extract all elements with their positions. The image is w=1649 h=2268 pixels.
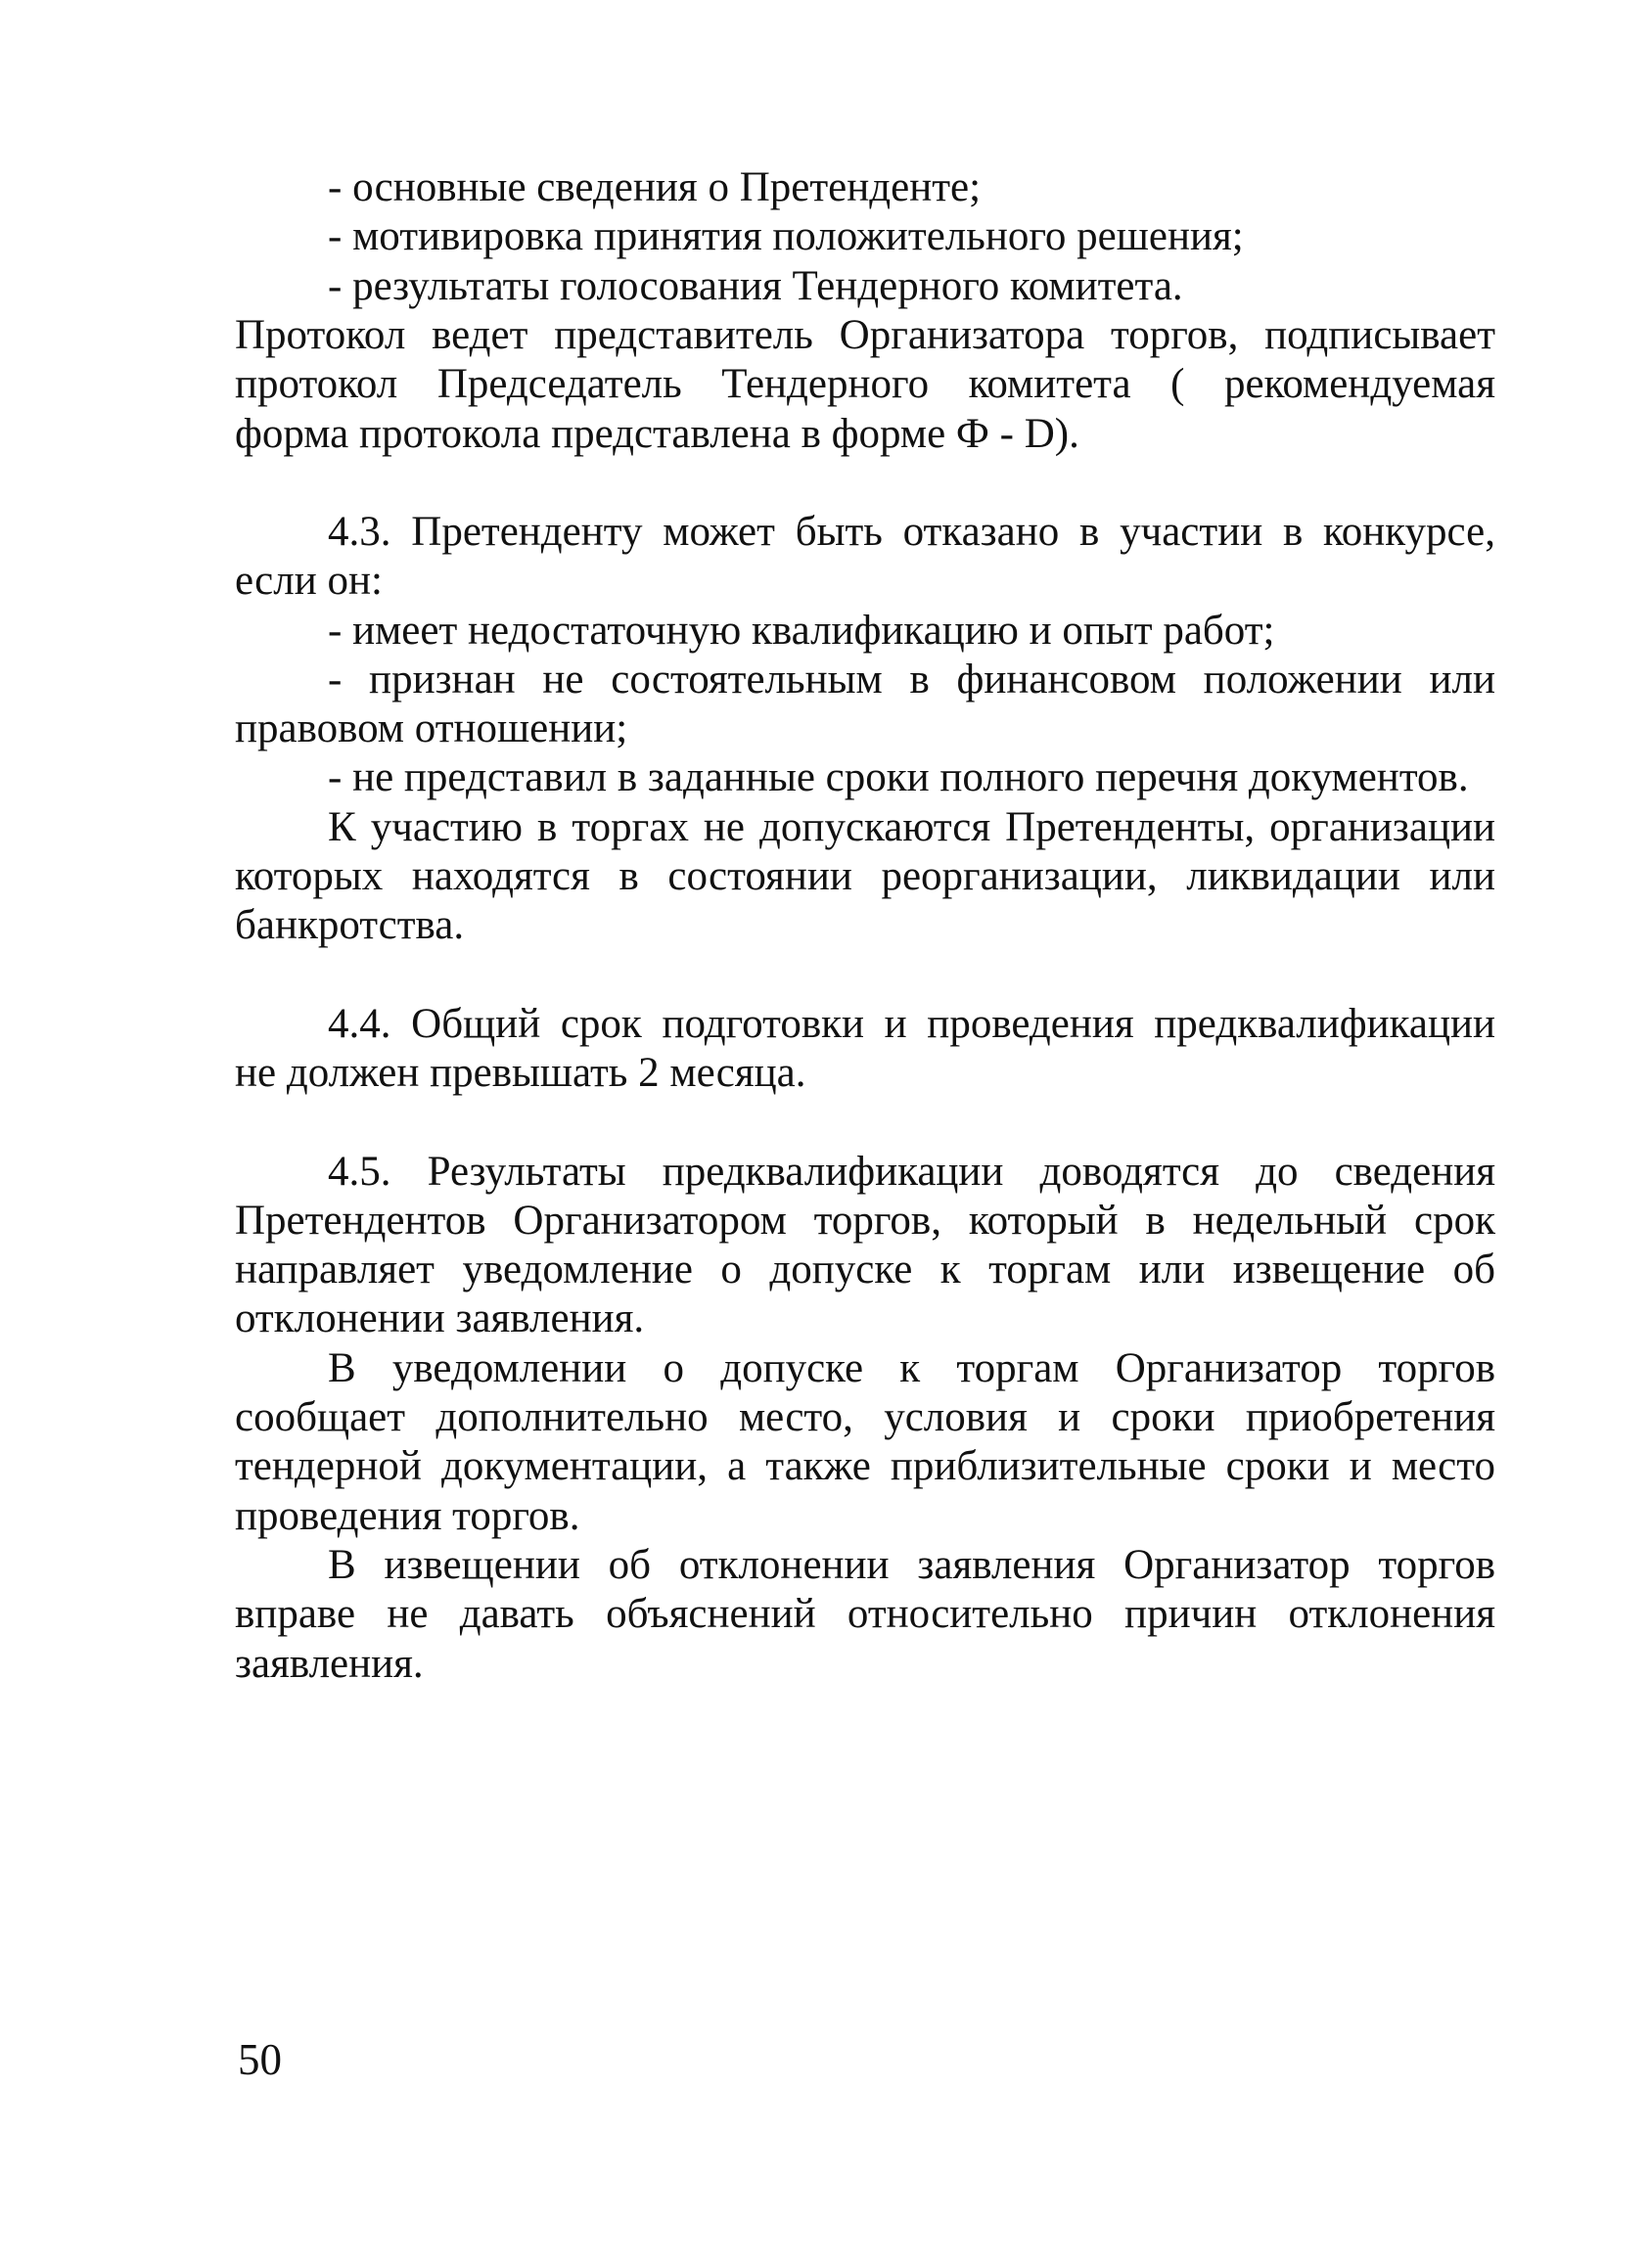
paragraph-line: не должен превышать 2 месяца. [235, 1050, 806, 1096]
section-4-5-heading: 4.5. Результаты предквалификации доводятся до сведения [328, 1149, 1495, 1195]
list-item: - признан не состоятельным в финансовом положении или [328, 657, 1495, 703]
list-item: - имеет недостаточную квалификацию и опыт работ; [328, 608, 1275, 654]
paragraph-line: направляет уведомление о допуске к торгам или извещение об [235, 1247, 1495, 1293]
paragraph-line: форма протокола представлена в форме Ф - D). [235, 411, 1079, 457]
paragraph-line: банкротства. [235, 902, 465, 948]
list-item: - основные сведения о Претенденте; [328, 164, 982, 210]
paragraph-line: В извещении об отклонении заявления Организатор торгов [328, 1542, 1495, 1588]
paragraph-line: отклонении заявления. [235, 1295, 645, 1341]
section-4-4-heading: 4.4. Общий срок подготовки и проведения предквалификации [328, 1001, 1495, 1047]
page-number: 50 [238, 2035, 282, 2084]
section-4-3-heading: 4.3. Претенденту может быть отказано в участии в конкурсе, [328, 509, 1495, 555]
list-item-continuation: правовом отношении; [235, 705, 628, 751]
paragraph-line: проведения торгов. [235, 1493, 580, 1539]
list-item: - результаты голосования Тендерного комитета. [328, 263, 1183, 309]
list-item: - мотивировка принятия положительного решения; [328, 213, 1244, 259]
paragraph-line: протокол Председатель Тендерного комитета ( рекомендуемая [235, 361, 1495, 407]
paragraph-line: Претендентов Организатором торгов, который в недельный срок [235, 1198, 1495, 1244]
paragraph-line: вправе не давать объяснений относительно причин отклонения [235, 1591, 1495, 1637]
paragraph-line: В уведомлении о допуске к торгам Организатор торгов [328, 1345, 1495, 1391]
paragraph-line: которых находятся в состоянии реорганизации, ликвидации или [235, 853, 1495, 899]
paragraph-line: Протокол ведет представитель Организатора торгов, подписывает [235, 312, 1495, 358]
paragraph-line: тендерной документации, а также приблизительные сроки и место [235, 1443, 1495, 1489]
list-item: - не представил в заданные сроки полного перечня документов. [328, 754, 1469, 800]
paragraph-line: К участию в торгах не допускаются Претенденты, организации [328, 804, 1495, 850]
paragraph-line: сообщает дополнительно место, условия и сроки приобретения [235, 1394, 1495, 1440]
paragraph-line: если он: [235, 558, 383, 604]
paragraph-line: заявления. [235, 1641, 424, 1687]
